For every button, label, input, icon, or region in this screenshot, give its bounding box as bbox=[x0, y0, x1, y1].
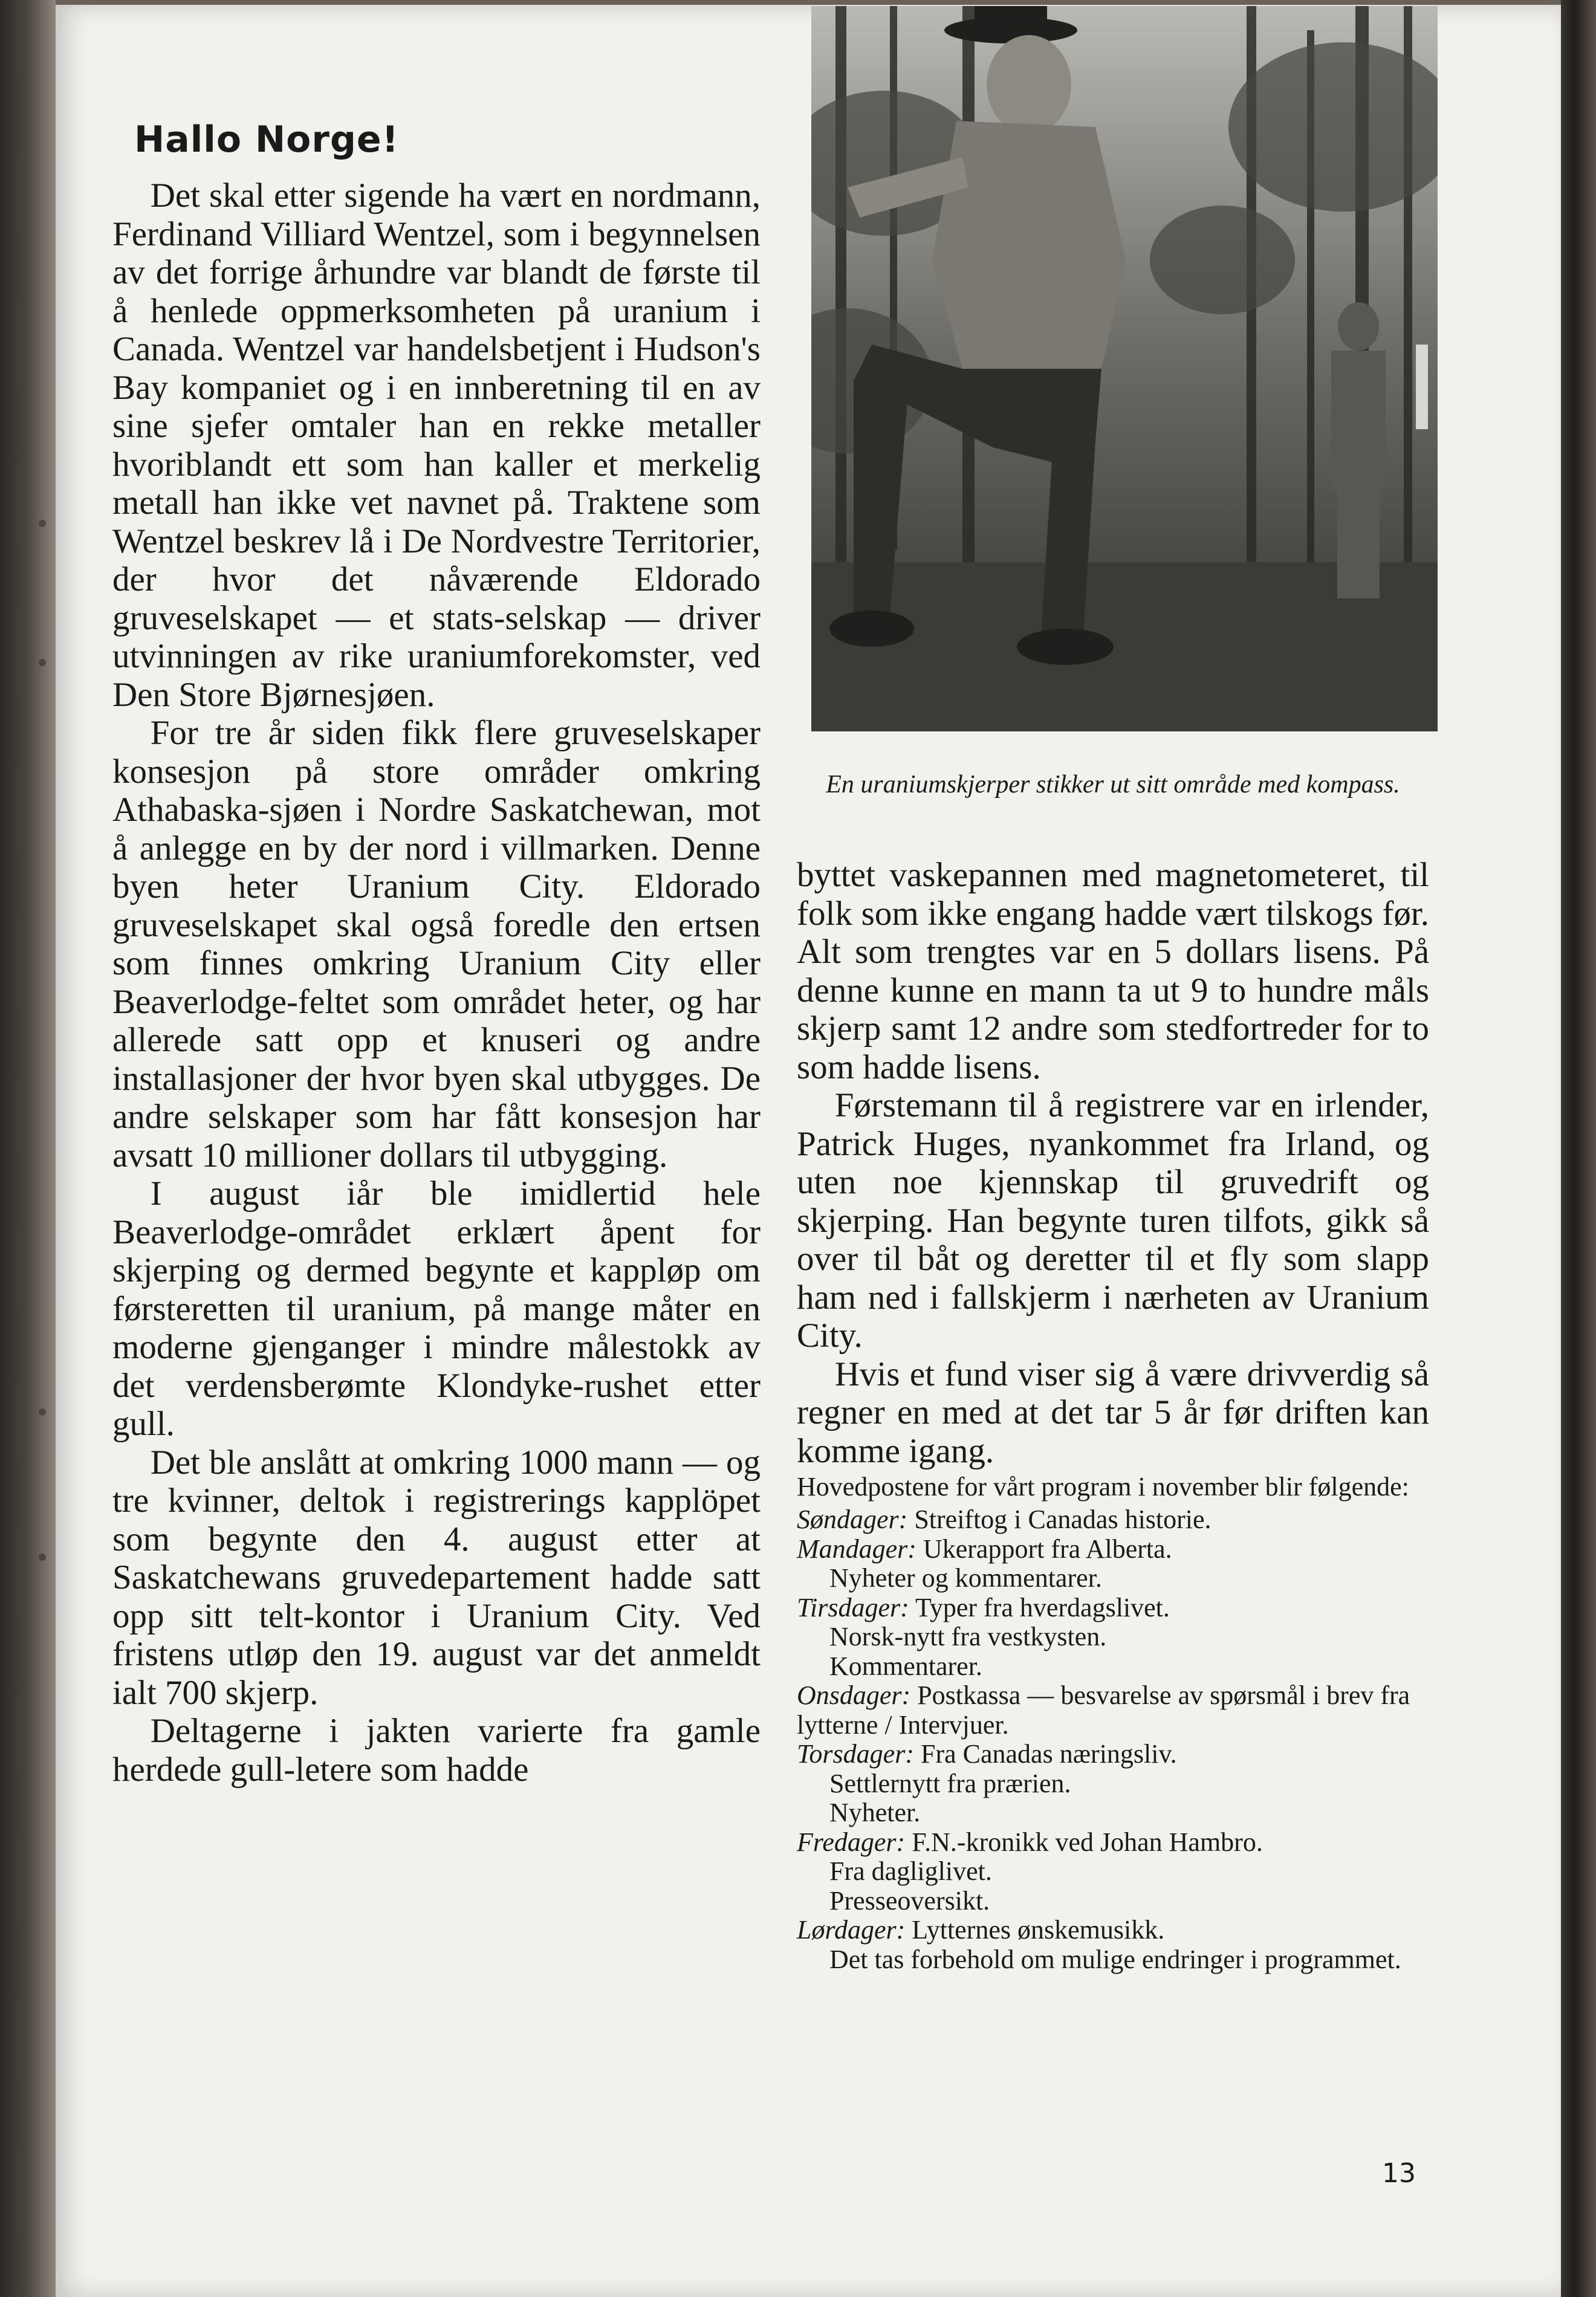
day-name: Lørdager: bbox=[797, 1915, 906, 1945]
program-day bbox=[797, 1740, 1429, 1769]
program-intro: Hovedpostene for vårt program i november blir følgende: bbox=[797, 1472, 1409, 1502]
paragraph: For tre år siden fikk flere gruveselskaper konsesjon på store områder omkring Athabaska-sjøen i Nordre Saskatchewan, mot å anlegge en by der nord i villmarken. Denne byen heter Uranium City. Eldorado gruveselskapet skal også foredle den ertsen som finnes omkring Uranium City eller Beaverlodge-feltet som området heter, og har allerede satt opp et knuseri og andre installasjoner der hvor byen skal utbygges. De andre selskaper som har fått konsesjon har avsatt 10 millioner dollars til utbygging. bbox=[112, 714, 761, 1174]
left-body-text bbox=[112, 177, 761, 1789]
program-day bbox=[797, 1681, 1429, 1740]
article-title: Hallo Norge! bbox=[134, 118, 399, 161]
binding-hole bbox=[39, 520, 46, 527]
day-item: Lytternes ønskemusikk. bbox=[912, 1915, 1165, 1945]
day-item: Typer fra hverdagslivet. bbox=[915, 1592, 1170, 1622]
book-spine bbox=[0, 0, 56, 2297]
paragraph-continued: byttet vaskepannen med magnetometeret, til folk som ikke engang hadde vært tilskogs før. Alt som trengtes var en 5 dollars lisens. På denne kunne en mann ta ut 9 to hundre måls skjerp samt 12 andre som stedfortreder for to som hadde lisens. bbox=[797, 856, 1429, 1086]
program-day bbox=[797, 1535, 1429, 1564]
binding-hole bbox=[39, 1553, 46, 1561]
program-schedule bbox=[797, 1472, 1429, 1974]
paragraph: Deltagerne i jakten varierte fra gamle herdede gull-letere som hadde bbox=[112, 1712, 761, 1789]
day-item: Fra dagliglivet. bbox=[829, 1856, 992, 1886]
day-item: Settlernytt fra prærien. bbox=[829, 1768, 1071, 1798]
paragraph: I august iår ble imidlertid hele Beaverlodge-området erklært åpent for skjerping og dermed begynte et kappløp om førsteretten til uranium, på mange måter en moderne gjenganger i mindre målestokk av det verdensberømte Klondyke-rushet etter gull. bbox=[112, 1174, 761, 1443]
prospector-photo bbox=[811, 6, 1438, 731]
day-name: Onsdager: bbox=[797, 1680, 911, 1710]
day-name: Torsdager: bbox=[797, 1739, 914, 1769]
day-item: Streiftog i Canadas historie. bbox=[914, 1505, 1212, 1534]
day-item: Norsk-nytt fra vestkysten. bbox=[829, 1622, 1107, 1651]
day-name: Fredager: bbox=[797, 1827, 906, 1857]
photo-caption: En uraniumskjerper stikker ut sitt område med kompass. bbox=[826, 771, 1400, 799]
right-column bbox=[797, 856, 1429, 1974]
paragraph: Det skal etter sigende ha vært en nordmann, Ferdinand Villiard Wentzel, som i begynnelsen av det forrige århundre var blandt de første til å henlede oppmerksomheten på uranium i Canada. Wentzel var handelsbetjent i Hudson's Bay kompaniet og i en innberetning til en av sine sjefer omtaler han en rekke metaller hvoriblandt ett som han kaller et merkelig metall han ikke vet navnet på. Traktene som Wentzel beskrev lå i De Nordvestre Territorier, der hvor det nåværende Eldorado gruveselskapet — et stats-selskap — driver utvinningen av rike uraniumforekomster, ved Den Store Bjørnesjøen. bbox=[112, 177, 761, 714]
program-day bbox=[797, 1828, 1429, 1858]
right-body-text bbox=[797, 856, 1429, 1470]
paragraph: Førstemann til å registrere var en irlender, Patrick Huges, nyankommet fra Irland, og uten noe kjennskap til gruvedrift og skjerping. Han begynte turen tilfots, gikk så over til båt og deretter til et fly som slapp ham ned i fallskjerm i nærheten av Uranium City. bbox=[797, 1086, 1429, 1355]
day-item: Ukerapport fra Alberta. bbox=[923, 1534, 1172, 1564]
day-item: F.N.-kronikk ved Johan Hambro. bbox=[912, 1827, 1263, 1857]
day-name: Søndager: bbox=[797, 1505, 908, 1534]
day-item: Nyheter og kommentarer. bbox=[829, 1563, 1102, 1593]
program-day bbox=[797, 1505, 1429, 1535]
day-item: Postkassa — besvarelse av spørsmål i brev fra lytterne / Intervjuer. bbox=[797, 1680, 1410, 1740]
day-name: Tirsdager: bbox=[797, 1592, 909, 1622]
left-column bbox=[112, 118, 761, 1789]
day-item: Presseoversikt. bbox=[829, 1885, 990, 1916]
binding-hole bbox=[39, 1408, 46, 1416]
program-note: Det tas forbehold om mulige endringer i programmet. bbox=[829, 1944, 1401, 1974]
program-day bbox=[797, 1593, 1429, 1623]
program-day bbox=[797, 1916, 1429, 1945]
page-edge bbox=[1561, 0, 1596, 2297]
day-name: Mandager: bbox=[797, 1534, 916, 1564]
paragraph: Hvis et fund viser sig å være drivverdig så regner en med at det tar 5 år før driften kan komme igang. bbox=[797, 1355, 1429, 1470]
day-item: Kommentarer. bbox=[829, 1651, 982, 1681]
day-item: Fra Canadas næringsliv. bbox=[920, 1739, 1177, 1769]
day-item: Nyheter. bbox=[829, 1798, 921, 1827]
paragraph: Det ble anslått at omkring 1000 mann — og tre kvinner, deltok i registrerings kapplöpet som begynte den 4. august etter at Saskatchewans gruvedepartement hadde satt opp sitt telt-kontor i Uranium City. Ved fristens utløp den 19. august var det anmeldt ialt 700 skjerp. bbox=[112, 1443, 761, 1712]
binding-hole bbox=[39, 659, 46, 666]
page-number: 13 bbox=[1382, 2158, 1416, 2189]
